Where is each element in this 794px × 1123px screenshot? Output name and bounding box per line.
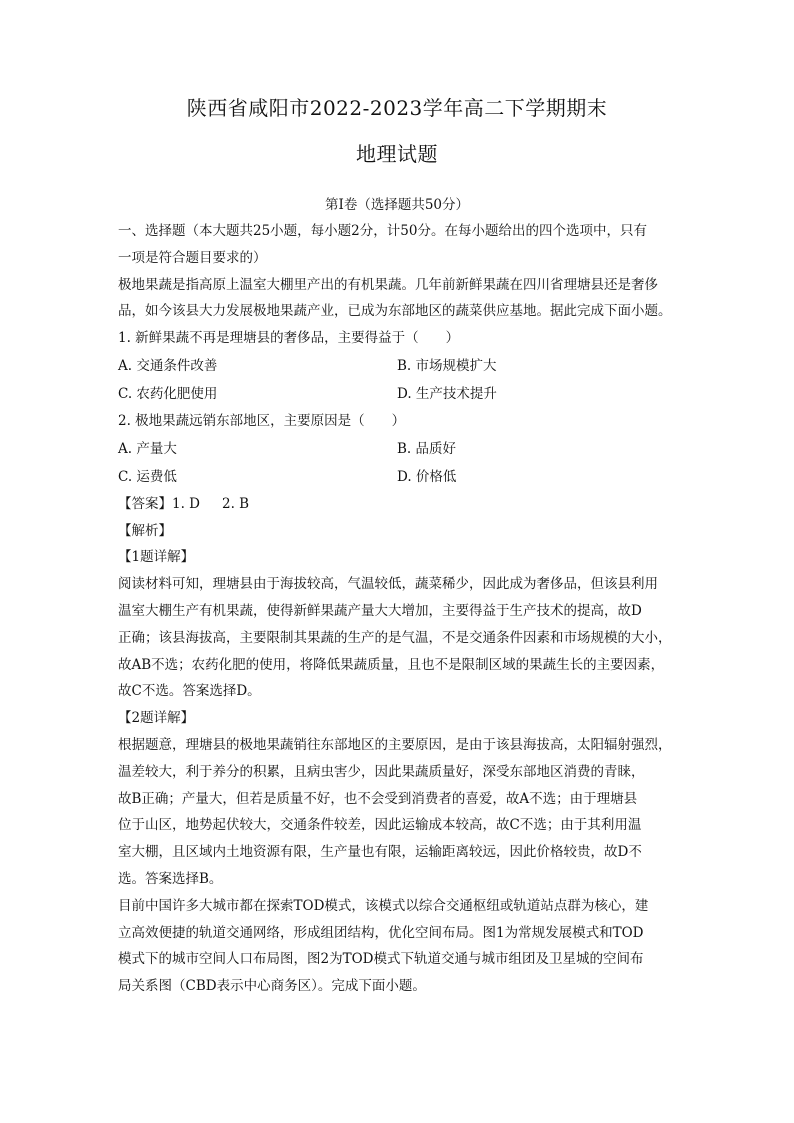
material-text-line: 模式下的城市空间人口布局图，图2为TOD模式下轨道交通与城市组团及卫星城的空间布: [118, 951, 644, 968]
option-row: [118, 463, 676, 491]
document-subtitle: 地理试题: [356, 142, 438, 166]
material-text-line: 立高效便捷的轨道交通网络，形成组团结构，优化空间布局。图1为常规发展模式和TOD: [118, 924, 644, 941]
option-2d: D. 价格低: [397, 468, 457, 485]
question-stem-1: 1. 新鲜果蔬不再是理塘县的奢侈品，主要得益于（ ）: [118, 330, 460, 347]
option-1c: C. 农药化肥使用: [118, 385, 218, 402]
option-row: [118, 435, 676, 463]
analysis-text-line: 正确；该县海拔高，主要限制其果蔬的生产的是气温，不是交通条件因素和市场规模的大小，: [118, 629, 672, 646]
material-text-line: 目前中国许多大城市都在探索TOD模式，该模式以综合交通枢纽或轨道站点群为核心，建: [118, 897, 649, 914]
analysis-q2-label: 【2题详解】: [118, 710, 195, 727]
analysis-text-line: 室大棚，且区域内土地资源有限，生产量也有限，运输距离较远，因此价格较贵，故D不: [118, 844, 642, 861]
analysis-text-line: 根据题意，理塘县的极地果蔬销往东部地区的主要原因，是由于该县海拔高，太阳辐射强烈，: [118, 736, 672, 753]
option-row: [118, 380, 676, 408]
document-title: 陕西省咸阳市2022-2023学年高二下学期期末: [186, 96, 608, 120]
answer-line: [118, 491, 676, 518]
analysis-label: 【解析】: [118, 522, 172, 539]
analysis-text-line: 位于山区，地势起伏较大，交通条件较差，因此运输成本较高，故C不选；由于其利用温: [118, 817, 642, 834]
answer-label: 【答案】: [118, 495, 172, 512]
question-stem-2: 2. 极地果蔬远销东部地区，主要原因是（ ）: [118, 412, 406, 429]
option-1d: D. 生产技术提升: [397, 385, 497, 402]
option-2a: A. 产量大: [118, 440, 177, 457]
analysis-text-line: 温差较大，利于养分的积累，且病虫害少，因此果蔬质量好，深受东部地区消费的青睐，: [118, 763, 645, 780]
answer-1: 1. D: [172, 495, 200, 512]
analysis-text-line: 故C不选。答案选择D。: [118, 683, 261, 700]
option-1a: A. 交通条件改善: [118, 357, 218, 374]
analysis-text-line: 故AB不选；农药化肥的使用，将降低果蔬质量，且也不是限制区域的果蔬生长的主要因素，: [118, 656, 665, 673]
material-text-line: 品，如今该县大力发展极地果蔬产业，已成为东部地区的蔬菜供应基地。据此完成下面小题。: [118, 303, 672, 320]
option-2b: B. 品质好: [397, 440, 457, 457]
analysis-text-line: 选。答案选择B。: [118, 870, 223, 887]
analysis-text-line: 故B正确；产量大，但若是质量不好，也不会受到消费者的喜爱，故A不选；由于理塘县: [118, 790, 638, 807]
section-instruction-line: 一、选择题（本大题共25小题，每小题2分，计50分。在每小题给出的四个选项中，只有: [118, 223, 647, 239]
analysis-text-line: 温室大棚生产有机果蔬，使得新鲜果蔬产量大大增加，主要得益于生产技术的提高，故D: [118, 602, 642, 619]
material-text-line: 局关系图（CBD表示中心商务区）。完成下面小题。: [118, 978, 426, 995]
analysis-q1-label: 【1题详解】: [118, 549, 195, 566]
option-1b: B. 市场规模扩大: [397, 357, 497, 374]
section-title: 第I卷（选择题共50分）: [324, 197, 469, 213]
material-text-line: 极地果蔬是指高原上温室大棚里产出的有机果蔬。几年前新鲜果蔬在四川省理塘县还是奢侈: [118, 276, 658, 293]
option-row: [118, 352, 676, 380]
section-instruction-line: 一项是符合题目要求的）: [118, 249, 267, 266]
option-2c: C. 运费低: [118, 468, 177, 485]
analysis-text-line: 阅读材料可知，理塘县由于海拔较高，气温较低，蔬菜稀少，因此成为奢侈品，但该县利用: [118, 576, 658, 593]
answer-2: 2. B: [222, 495, 250, 512]
